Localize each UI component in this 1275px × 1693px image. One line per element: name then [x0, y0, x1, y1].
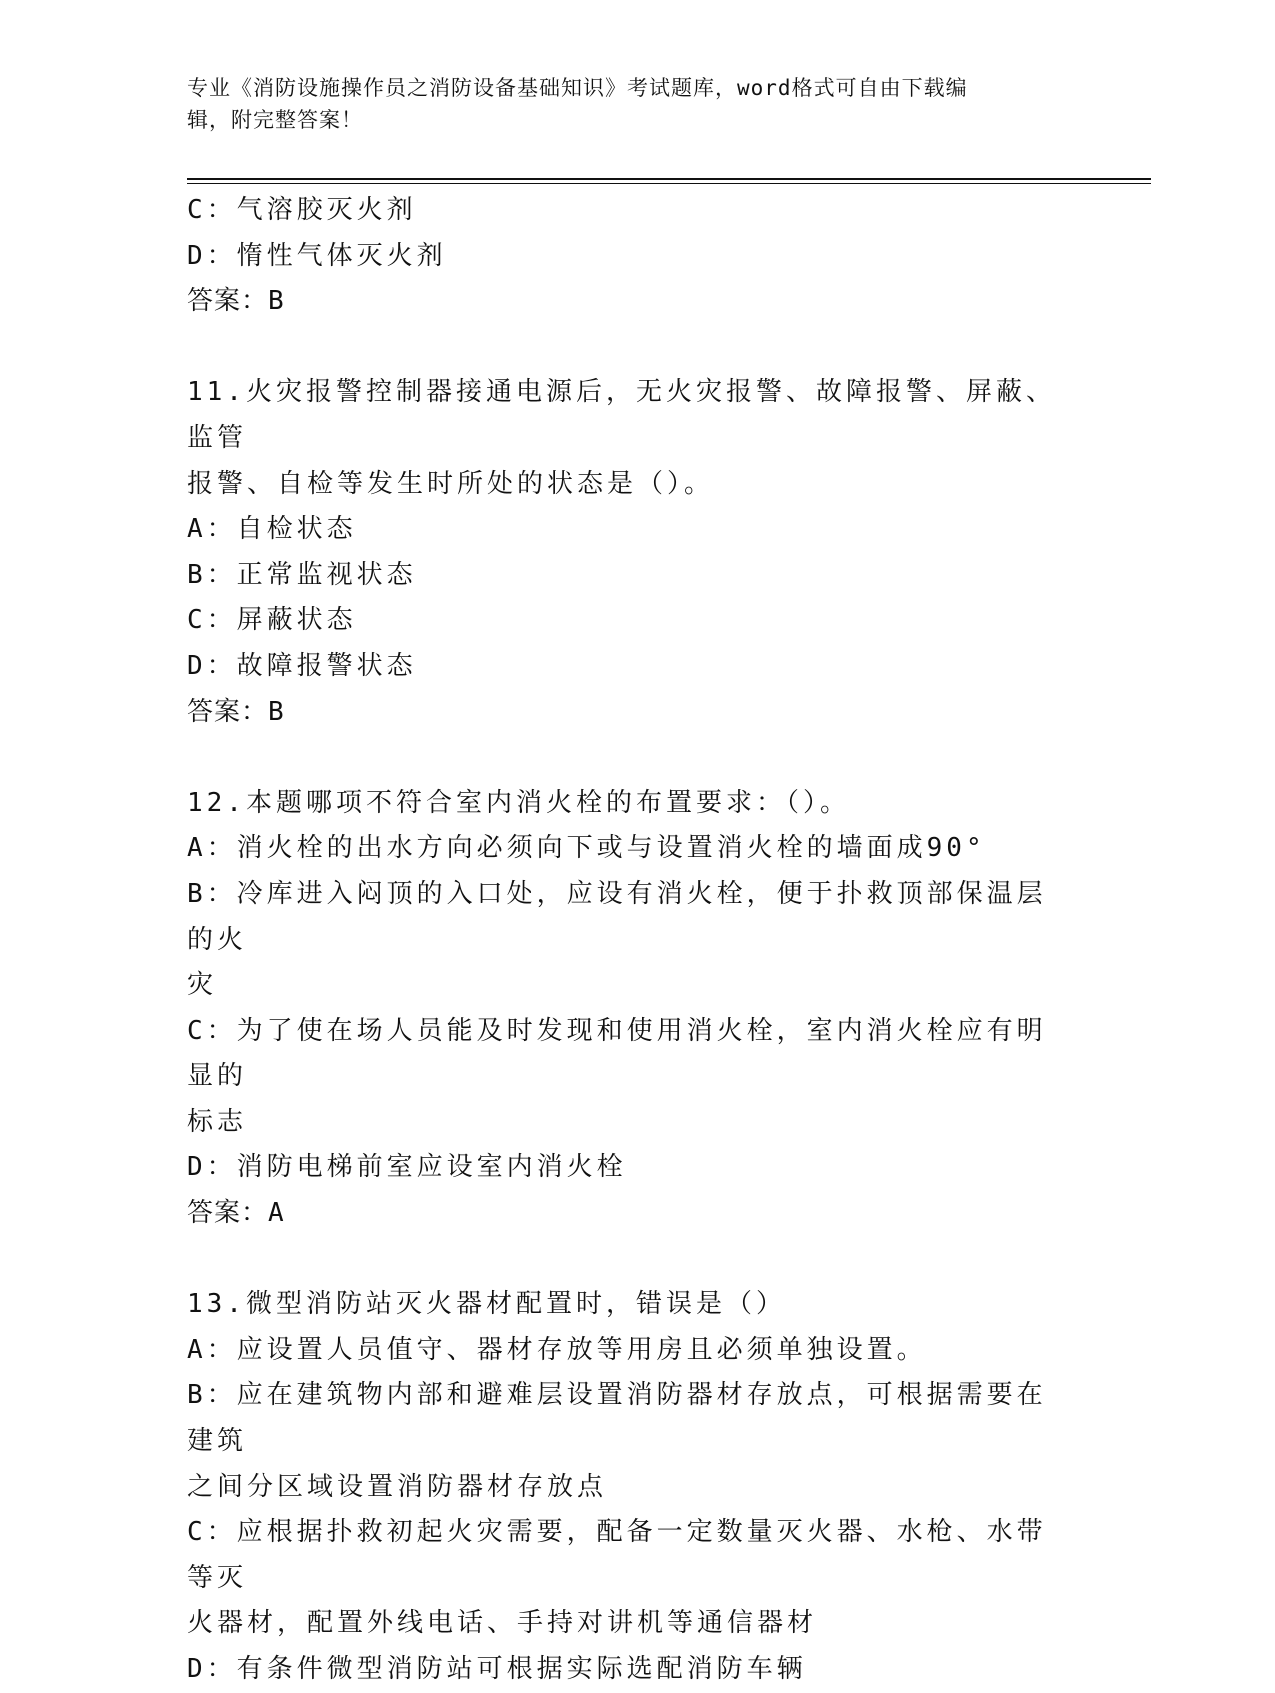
option-b-line-2: 灾 [187, 970, 218, 1001]
option-a: A：应设置人员值守、器材存放等用房且必须单独设置。 [187, 1334, 927, 1365]
header-line-1: 专业《消防设施操作员之消防设备基础知识》考试题库，word格式可自由下载编 [187, 76, 968, 100]
option-c-line-2: 火器材，配置外线电话、手持对讲机等通信器材 [187, 1608, 818, 1639]
question-12 [187, 781, 1067, 1237]
option-c-line-2: 标志 [187, 1106, 248, 1137]
option-b-line-1: B：冷库进入闷顶的入口处，应设有消火栓，便于扑救顶部保温层的火 [187, 878, 1047, 955]
question-stem: 13.微型消防站灭火器材配置时，错误是（） [187, 1289, 786, 1320]
question-11 [187, 370, 1067, 735]
spacer [187, 735, 1067, 781]
spacer [187, 325, 1067, 371]
question-list [187, 188, 1067, 1693]
spacer [187, 1237, 1067, 1283]
option-d: D：故障报警状态 [187, 650, 417, 681]
answer-line: 答案：B [187, 286, 285, 317]
option-c-line-1: C：为了使在场人员能及时发现和使用消火栓，室内消火栓应有明显的 [187, 1015, 1047, 1092]
option-c: C：气溶胶灭火剂 [187, 195, 417, 225]
answer-line: 答案：B [187, 696, 285, 727]
option-c-line-1: C：应根据扑救初起火灾需要，配备一定数量灭火器、水枪、水带等灭 [187, 1517, 1047, 1593]
option-b-line-1: B：应在建筑物内部和避难层设置消防器材存放点，可根据需要在建筑 [187, 1380, 1047, 1457]
header-divider-thin [187, 183, 1151, 184]
option-d: D：惰性气体灭火剂 [187, 240, 447, 271]
document-header [187, 72, 1067, 136]
question-stem-line-2: 报警、自检等发生时所处的状态是（）。 [187, 468, 715, 499]
header-divider-thick [187, 178, 1151, 180]
answer-line: 答案：A [187, 1198, 285, 1229]
header-line-2: 辑，附完整答案！ [187, 108, 363, 132]
option-d: D：消防电梯前室应设室内消火栓 [187, 1152, 627, 1183]
question-stem: 12.本题哪项不符合室内消火栓的布置要求：（）。 [187, 787, 850, 818]
option-d: D：有条件微型消防站可根据实际选配消防车辆 [187, 1654, 807, 1684]
option-b: B：正常监视状态 [187, 559, 417, 590]
previous-question-tail [187, 188, 1067, 325]
option-a: A：自检状态 [187, 514, 357, 545]
option-c: C：屏蔽状态 [187, 605, 357, 636]
question-stem-line-1: 11.火灾报警控制器接通电源后，无火灾报警、故障报警、屏蔽、监管 [187, 377, 1056, 453]
option-a: A：消火栓的出水方向必须向下或与设置消火栓的墙面成90° [187, 833, 986, 864]
question-13 [187, 1282, 1067, 1692]
option-b-line-2: 之间分区域设置消防器材存放点 [187, 1471, 608, 1502]
